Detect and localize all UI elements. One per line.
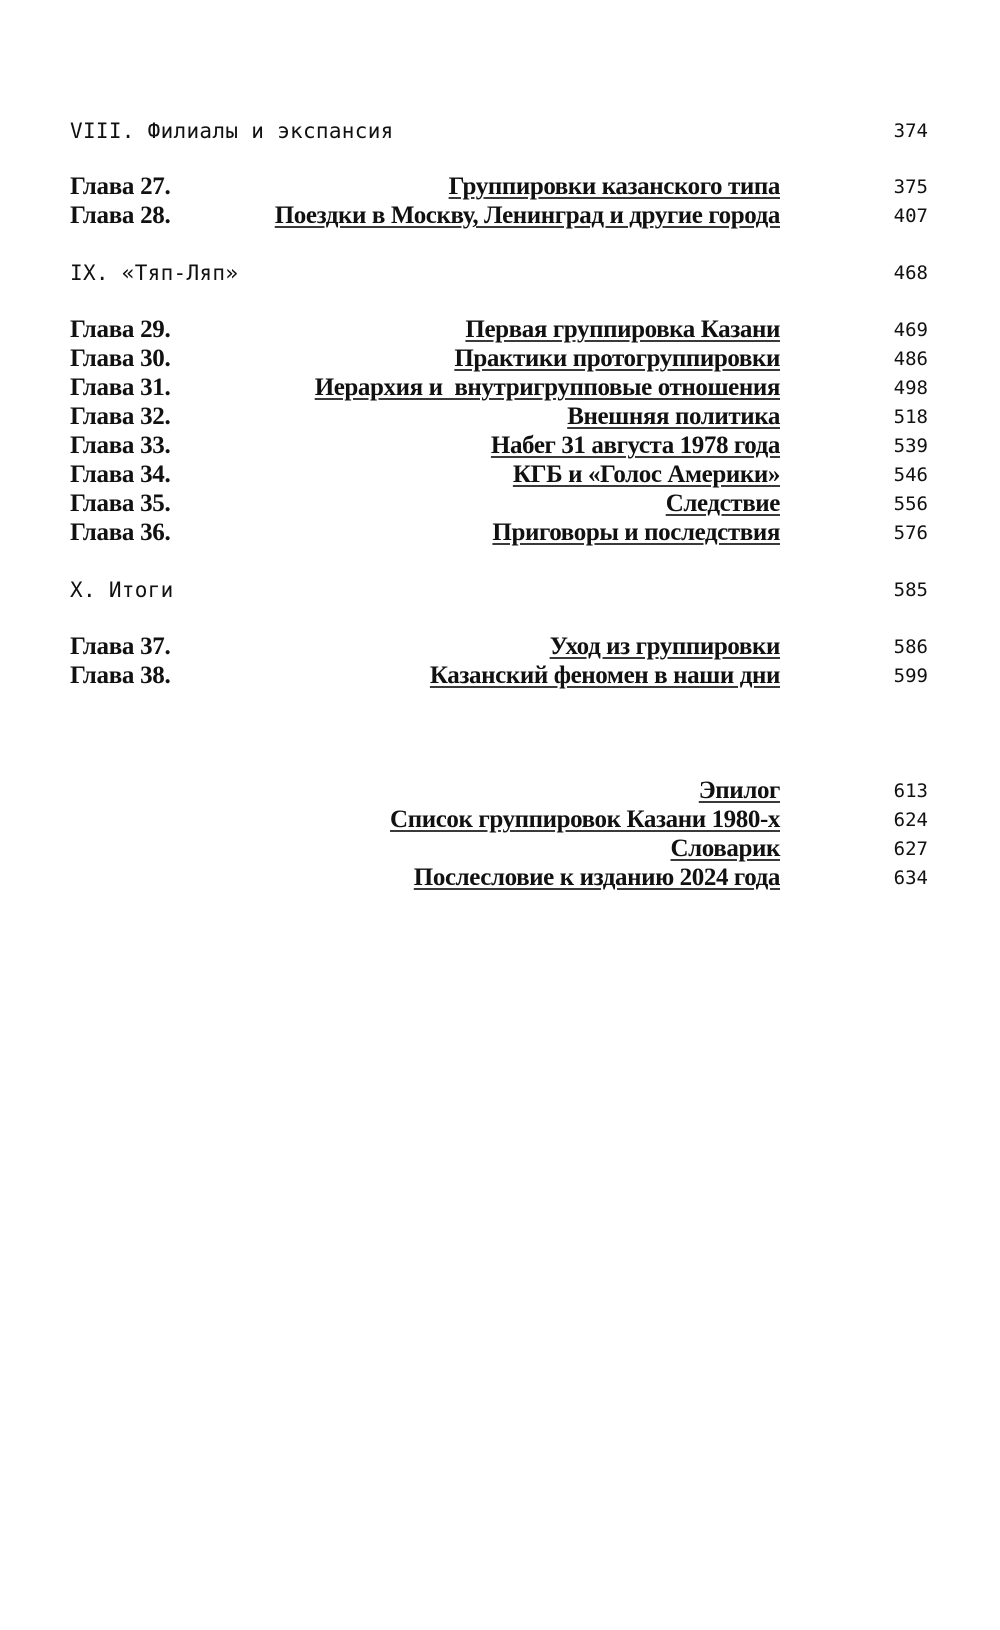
chapter-title-link[interactable]: Приговоры и последствия bbox=[492, 519, 780, 546]
page-number: 599 bbox=[893, 665, 928, 687]
page-number: 486 bbox=[893, 348, 928, 370]
page-number: 468 bbox=[893, 262, 928, 284]
page-number: 498 bbox=[893, 377, 928, 399]
chapter-label: Глава 35. bbox=[70, 490, 171, 517]
chapter-label: Глава 36. bbox=[70, 519, 171, 546]
toc-entry bbox=[70, 201, 928, 231]
part-heading bbox=[70, 256, 928, 290]
part-heading bbox=[70, 573, 928, 607]
page-number: 585 bbox=[893, 579, 928, 601]
page-number: 518 bbox=[893, 406, 928, 428]
toc-entry bbox=[70, 431, 928, 461]
chapter-title-link[interactable]: Иерархия и внутригрупповые отношения bbox=[314, 374, 780, 401]
chapter-label: Глава 33. bbox=[70, 432, 171, 459]
chapter-title-link[interactable]: Казанский феномен в наши дни bbox=[429, 662, 780, 689]
toc-entry bbox=[70, 344, 928, 374]
toc-entry bbox=[70, 315, 928, 345]
part-heading bbox=[70, 114, 928, 148]
chapter-label: Глава 30. bbox=[70, 345, 171, 372]
chapter-title-link[interactable]: Практики протогруппировки bbox=[454, 345, 780, 372]
page-number: 624 bbox=[893, 809, 928, 831]
chapter-label: Глава 27. bbox=[70, 173, 171, 200]
chapter-label: Глава 37. bbox=[70, 633, 171, 660]
page-number: 634 bbox=[893, 867, 928, 889]
part-title: VIII. Филиалы и экспансия bbox=[70, 119, 394, 143]
chapter-label: Глава 32. bbox=[70, 403, 171, 430]
backmatter-title-link[interactable]: Список группировок Казани 1980-х bbox=[390, 806, 780, 833]
toc-entry-backmatter bbox=[70, 805, 928, 835]
page-number: 539 bbox=[893, 435, 928, 457]
backmatter-title-link[interactable]: Словарик bbox=[670, 835, 780, 862]
page-number: 576 bbox=[893, 522, 928, 544]
chapter-title-link[interactable]: Внешняя политика bbox=[567, 403, 780, 430]
page-number: 627 bbox=[893, 838, 928, 860]
backmatter-title-link[interactable]: Эпилог bbox=[698, 777, 780, 804]
page-number: 374 bbox=[893, 120, 928, 142]
page-number: 546 bbox=[893, 464, 928, 486]
toc-entry bbox=[70, 518, 928, 548]
page-number: 556 bbox=[893, 493, 928, 515]
toc-entry bbox=[70, 172, 928, 202]
chapter-label: Глава 31. bbox=[70, 374, 171, 401]
toc-entry bbox=[70, 402, 928, 432]
toc-entry-backmatter bbox=[70, 834, 928, 864]
chapter-title-link[interactable]: Набег 31 августа 1978 года bbox=[490, 432, 780, 459]
toc-entry bbox=[70, 460, 928, 490]
part-title: IX. «Тяп-Ляп» bbox=[70, 261, 239, 285]
chapter-label: Глава 29. bbox=[70, 316, 171, 343]
page-number: 586 bbox=[893, 636, 928, 658]
chapter-label: Глава 34. bbox=[70, 461, 171, 488]
toc-entry bbox=[70, 373, 928, 403]
chapter-label: Глава 28. bbox=[70, 202, 171, 229]
chapter-title-link[interactable]: Уход из группировки bbox=[549, 633, 780, 660]
chapter-title-link[interactable]: Следствие bbox=[665, 490, 780, 517]
page-number: 407 bbox=[893, 205, 928, 227]
chapter-title-link[interactable]: Первая группировка Казани bbox=[465, 316, 780, 343]
part-title: X. Итоги bbox=[70, 578, 174, 602]
chapter-label: Глава 38. bbox=[70, 662, 171, 689]
page-number: 613 bbox=[893, 780, 928, 802]
toc-entry-backmatter bbox=[70, 776, 928, 806]
chapter-title-link[interactable]: КГБ и «Голос Америки» bbox=[512, 461, 780, 488]
toc-entry bbox=[70, 489, 928, 519]
backmatter-title-link[interactable]: Послесловие к изданию 2024 года bbox=[413, 864, 780, 891]
page-number: 469 bbox=[893, 319, 928, 341]
chapter-title-link[interactable]: Поездки в Москву, Ленинград и другие города bbox=[274, 202, 780, 229]
page-number: 375 bbox=[893, 176, 928, 198]
chapter-title-link[interactable]: Группировки казанского типа bbox=[448, 173, 780, 200]
toc-entry-backmatter bbox=[70, 863, 928, 893]
toc-entry bbox=[70, 632, 928, 662]
toc-entry bbox=[70, 661, 928, 691]
